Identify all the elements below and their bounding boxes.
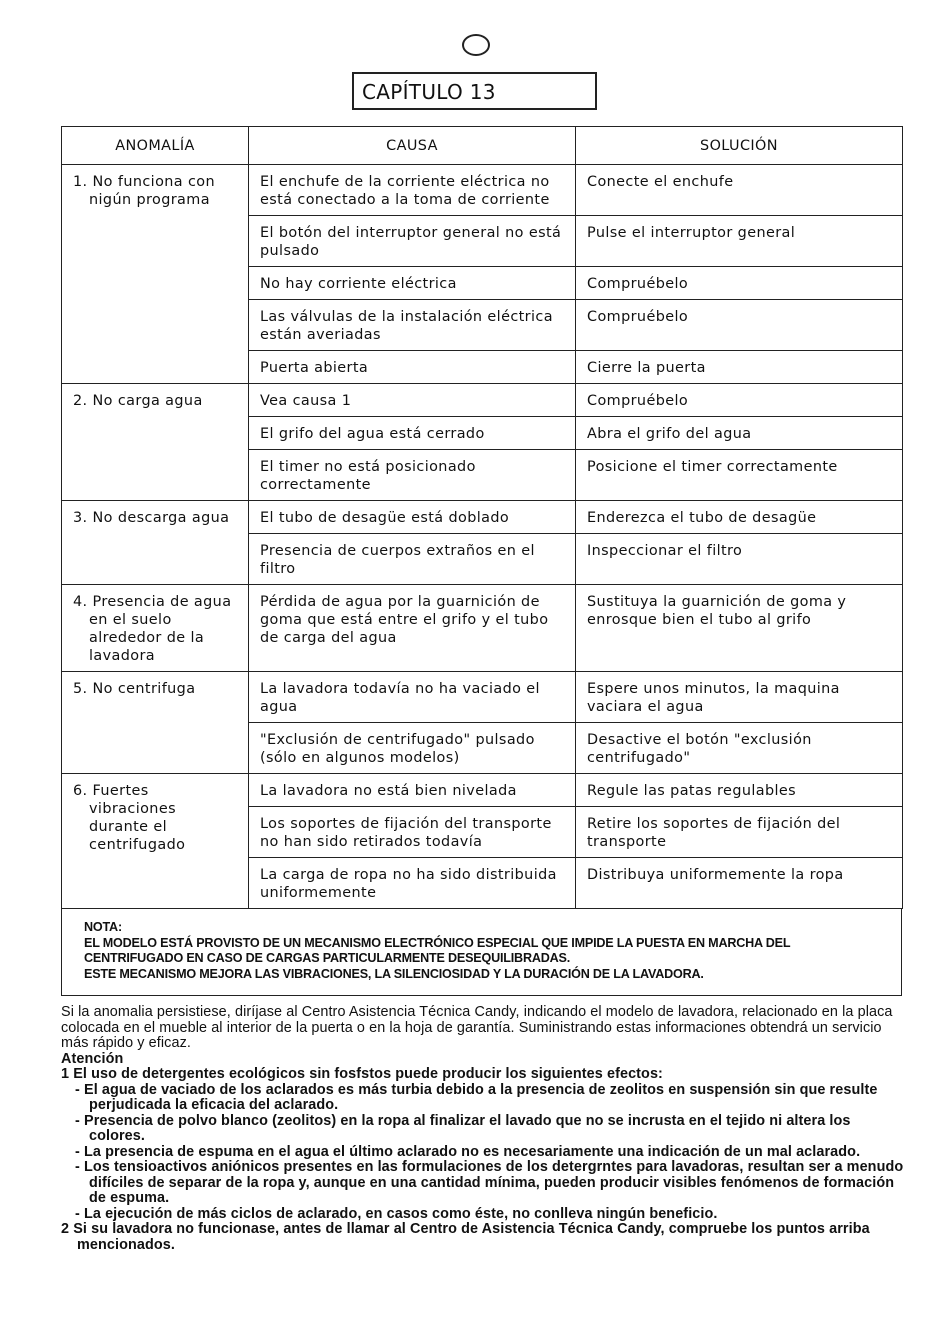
attention-bullet: - El agua de vaciado de los aclarados es más turbia debido a la presencia de zeolitos en suspensión sin que resulte perjudicada la eficacia del aclarado. (75, 1081, 878, 1113)
language-marker-oval (462, 34, 490, 56)
solution-cell: Enderezca el tubo de desagüe (576, 501, 903, 534)
table-row (62, 585, 903, 672)
table-row (62, 774, 903, 807)
attention-item-1: 1 El uso de detergentes ecológicos sin fosfstos puede producir los siguientes efectos: (61, 1066, 663, 1082)
note-line: EL MODELO ESTÁ PROVISTO DE UN MECANISMO ELECTRÓNICO ESPECIAL QUE IMPIDE LA PUESTA EN MARCHA DEL (84, 935, 791, 950)
cause-cell: El grifo del agua está cerrado (249, 417, 576, 450)
anomaly-text: 4. Presencia de agua en el suelo alrededor de la lavadora (73, 594, 232, 664)
solution-cell: Cierre la puerta (576, 351, 903, 384)
table-row (62, 672, 903, 723)
cause-cell: "Exclusión de centrifugado" pulsado (sólo en algunos modelos) (249, 723, 576, 774)
solution-cell: Regule las patas regulables (576, 774, 903, 807)
troubleshooting-table (61, 126, 903, 909)
anomaly-text: 1. No funciona con nigún programa (73, 174, 216, 208)
solution-cell: Compruébelo (576, 384, 903, 417)
assistance-paragraph: Si la anomalia persistiese, diríjase al Centro Asistencia Técnica Candy, indicando el modelo de lavadora, relacionado en la placa colocada en el mueble al interior de la puerta o en la hoja de garantía. Suministrando estas informaciones obtendrá un servicio más rápido y eficaz. (61, 1004, 893, 1051)
anomaly-cell (62, 165, 249, 384)
cause-cell: El enchufe de la corriente eléctrica no está conectado a la toma de corriente (249, 165, 576, 216)
anomaly-text: 6. Fuertes vibraciones durante el centrifugado (73, 783, 186, 853)
solution-cell: Compruébelo (576, 300, 903, 351)
solution-cell: Retire los soportes de fijación del transporte (576, 807, 903, 858)
cause-cell: Las válvulas de la instalación eléctrica están averiadas (249, 300, 576, 351)
note-label: NOTA: (84, 920, 122, 934)
cause-cell: La lavadora no está bien nivelada (249, 774, 576, 807)
solution-cell: Inspeccionar el filtro (576, 534, 903, 585)
cause-cell: Presencia de cuerpos extraños en el filtro (249, 534, 576, 585)
cause-cell: El tubo de desagüe está doblado (249, 501, 576, 534)
solution-cell: Distribuya uniformemente la ropa (576, 858, 903, 909)
anomaly-text: 5. No centrifuga (73, 681, 196, 697)
cause-cell: El botón del interruptor general no está pulsado (249, 216, 576, 267)
anomaly-cell (62, 384, 249, 501)
table-header-row (62, 127, 903, 165)
chapter-title: CAPÍTULO 13 (352, 72, 597, 110)
cause-cell: Los soportes de fijación del transporte no han sido retirados todavía (249, 807, 576, 858)
solution-cell: Espere unos minutos, la maquina vaciara el agua (576, 672, 903, 723)
solution-cell: Sustituya la guarnición de goma y enrosque bien el tubo al grifo (576, 585, 903, 672)
header-anomalia: ANOMALÍA (62, 127, 249, 165)
footer-notes (61, 1005, 906, 1253)
cause-cell: El timer no está posicionado correctamente (249, 450, 576, 501)
attention-item-2: 2 Si su lavadora no funcionase, antes de llamar al Centro de Asistencia Técnica Candy, compruebe los puntos arriba mencionados. (61, 1221, 870, 1253)
cause-cell: La carga de ropa no ha sido distribuida uniformemente (249, 858, 576, 909)
cause-cell: Puerta abierta (249, 351, 576, 384)
anomaly-cell (62, 501, 249, 585)
note-box (61, 908, 902, 996)
anomaly-text: 3. No descarga agua (73, 510, 230, 526)
note-line: CENTRIFUGADO EN CASO DE CARGAS PARTICULARMENTE DESEQUILIBRADAS. (84, 951, 571, 965)
cause-cell: Pérdida de agua por la guarnición de goma que está entre el grifo y el tubo de carga del agua (249, 585, 576, 672)
header-causa: CAUSA (249, 127, 576, 165)
table-row (62, 384, 903, 417)
solution-cell: Abra el grifo del agua (576, 417, 903, 450)
solution-cell: Pulse el interruptor general (576, 216, 903, 267)
solution-cell: Desactive el botón "exclusión centrifugado" (576, 723, 903, 774)
solution-cell: Posicione el timer correctamente (576, 450, 903, 501)
attention-label: Atención (61, 1050, 124, 1067)
note-line: ESTE MECANISMO MEJORA LAS VIBRACIONES, LA SILENCIOSIDAD Y LA DURACIÓN DE LA LAVADORA. (84, 966, 704, 981)
attention-bullet: - Presencia de polvo blanco (zeolitos) en la ropa al finalizar el lavado que no se incrusta en el tejido ni altera los colores. (75, 1112, 851, 1144)
table-row (62, 165, 903, 216)
solution-cell: Compruébelo (576, 267, 903, 300)
table-row (62, 501, 903, 534)
header-solucion: SOLUCIÓN (576, 127, 903, 165)
attention-bullet: - La presencia de espuma en el agua el último aclarado no es necesariamente una indicación de un mal aclarado. (75, 1143, 861, 1160)
anomaly-cell (62, 585, 249, 672)
cause-cell: Vea causa 1 (249, 384, 576, 417)
anomaly-text: 2. No carga agua (73, 393, 203, 409)
cause-cell: La lavadora todavía no ha vaciado el agua (249, 672, 576, 723)
anomaly-cell (62, 774, 249, 909)
attention-bullet: - Los tensioactivos aniónicos presentes en las formulaciones de los detergrntes para lavadoras, resultan ser a menudo difíciles de separar de la ropa y, aunque en una cantidad mínima, pueden producir visibles fenómenos de formación de espuma. (75, 1159, 904, 1206)
solution-cell: Conecte el enchufe (576, 165, 903, 216)
cause-cell: No hay corriente eléctrica (249, 267, 576, 300)
attention-bullet: - La ejecución de más ciclos de aclarado, en casos como éste, no conlleva ningún beneficio. (75, 1205, 718, 1222)
anomaly-cell (62, 672, 249, 774)
